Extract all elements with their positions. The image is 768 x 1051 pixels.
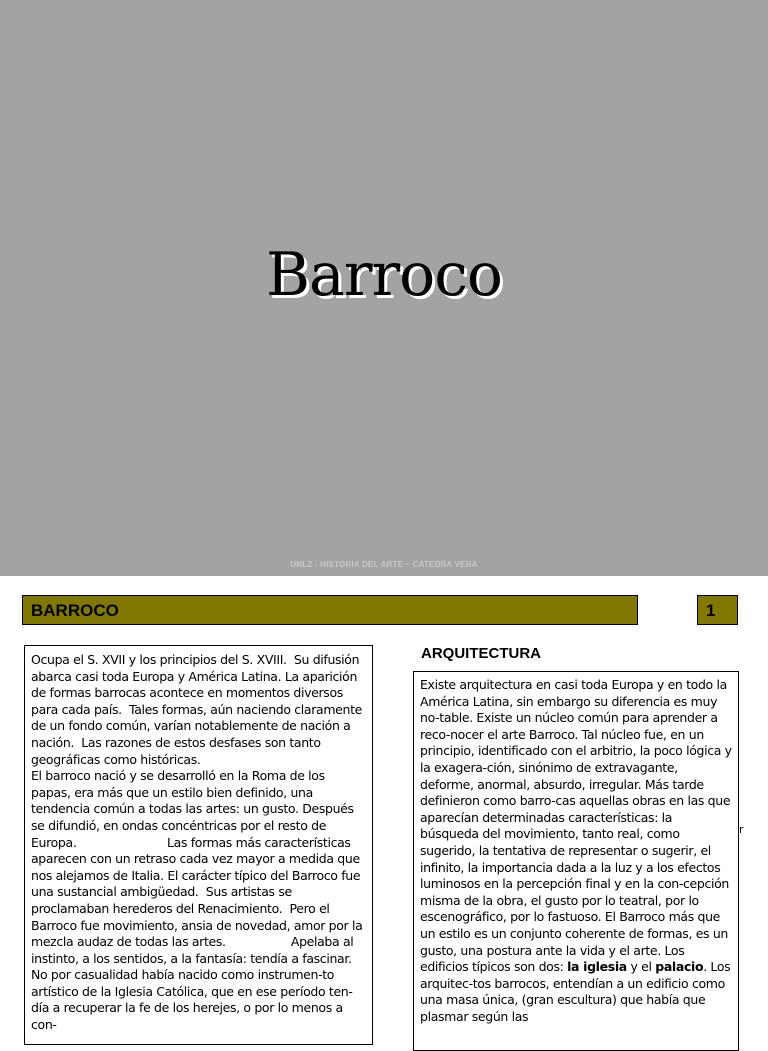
architecture-text-3: . Los arquitec-tos barrocos, entendían a un edificio como una masa única, (gran escultura) que había que plasmar según las	[420, 959, 731, 1024]
intro-paragraph-2: El barroco nació y se desarrolló en la Roma de los papas, era más que un estilo bien definido, una tendencia común a todas las artes: un gusto. Después se difundió, en ondas concéntricas por el resto de Europa. Las formas más características aparecen con un retraso cada vez mayor a medida que nos alejamos de Italia. El carácter típico del Barroco fue una sustancial ambigüedad. Sus artistas se proclamaban herederos del Renacimiento. Pero el Barroco fue movimiento, ansia de novedad, amor por la mezcla audaz de todas las artes. Apelaba al instinto, a los sentidos, a la fantasía: tendía a fascinar. No por casualidad había nacido como instrumen-to artístico de la Iglesia Católica, que en ese período ten-día a recuperar la fe de los herejes, o por lo menos a con-	[31, 768, 367, 1033]
section-header-title: BARROCO	[31, 601, 119, 620]
architecture-heading: ARQUITECTURA	[421, 645, 541, 662]
cover-footer: UNLZ - HISTORIA DEL ARTE – CATEDRA VERA	[290, 560, 478, 569]
cover-title: Barroco	[265, 240, 503, 310]
section-header-bar	[22, 595, 638, 625]
intro-paragraph-1: Ocupa el S. XVII y los principios del S. XVIII. Su difusión abarca casi toda Europa y América Latina. La aparición de formas barrocas acontece en momentos diversos para cada país. Tales formas, aún naciendo claramente de un fondo común, varían notablemente de nación a nación. Las razones de estos desfases son tanto geográficas como históricas.	[31, 652, 366, 767]
page-number-box	[697, 595, 738, 625]
intro-text-box	[24, 645, 373, 1045]
architecture-text-2: y el	[626, 959, 656, 975]
architecture-paragraph	[420, 677, 732, 1025]
architecture-text-box	[413, 671, 739, 1051]
architecture-bold-church: la iglesia	[567, 959, 627, 975]
page-number: 1	[706, 601, 716, 620]
architecture-text-1: Existe arquitectura en casi toda Europa y en todo la América Latina, sin embargo su diferencia es muy no-table. Existe un núcleo común para aprender a reco-nocer el arte Barroco. Tal núcleo fue, en un principio, identificado con el arbitrio, la poco lógica y la exagera-ción, sinónimo de extravagante, deforme, anormal, absurdo, irregular. Más tarde definieron como barro-cas aquellas obras en las que aparecían determinadas características: la búsqueda del movimiento, tanto real, como sugerido, la tentativa de representar o sugerir, el infinito, la importancia dada a la luz y a los efectos luminosos en la percepción final y en la con-cepción misma de la obra, el gusto por lo teatral, por lo escenográfico, por lo fastuoso. El Barroco más que un estilo es un conjunto coherente de formas, es un gusto, una postura ante la vida y el arte. Los edificios típicos son dos:	[420, 677, 732, 975]
architecture-bold-palace: palacio	[655, 959, 704, 975]
stray-mark: r	[739, 823, 744, 836]
